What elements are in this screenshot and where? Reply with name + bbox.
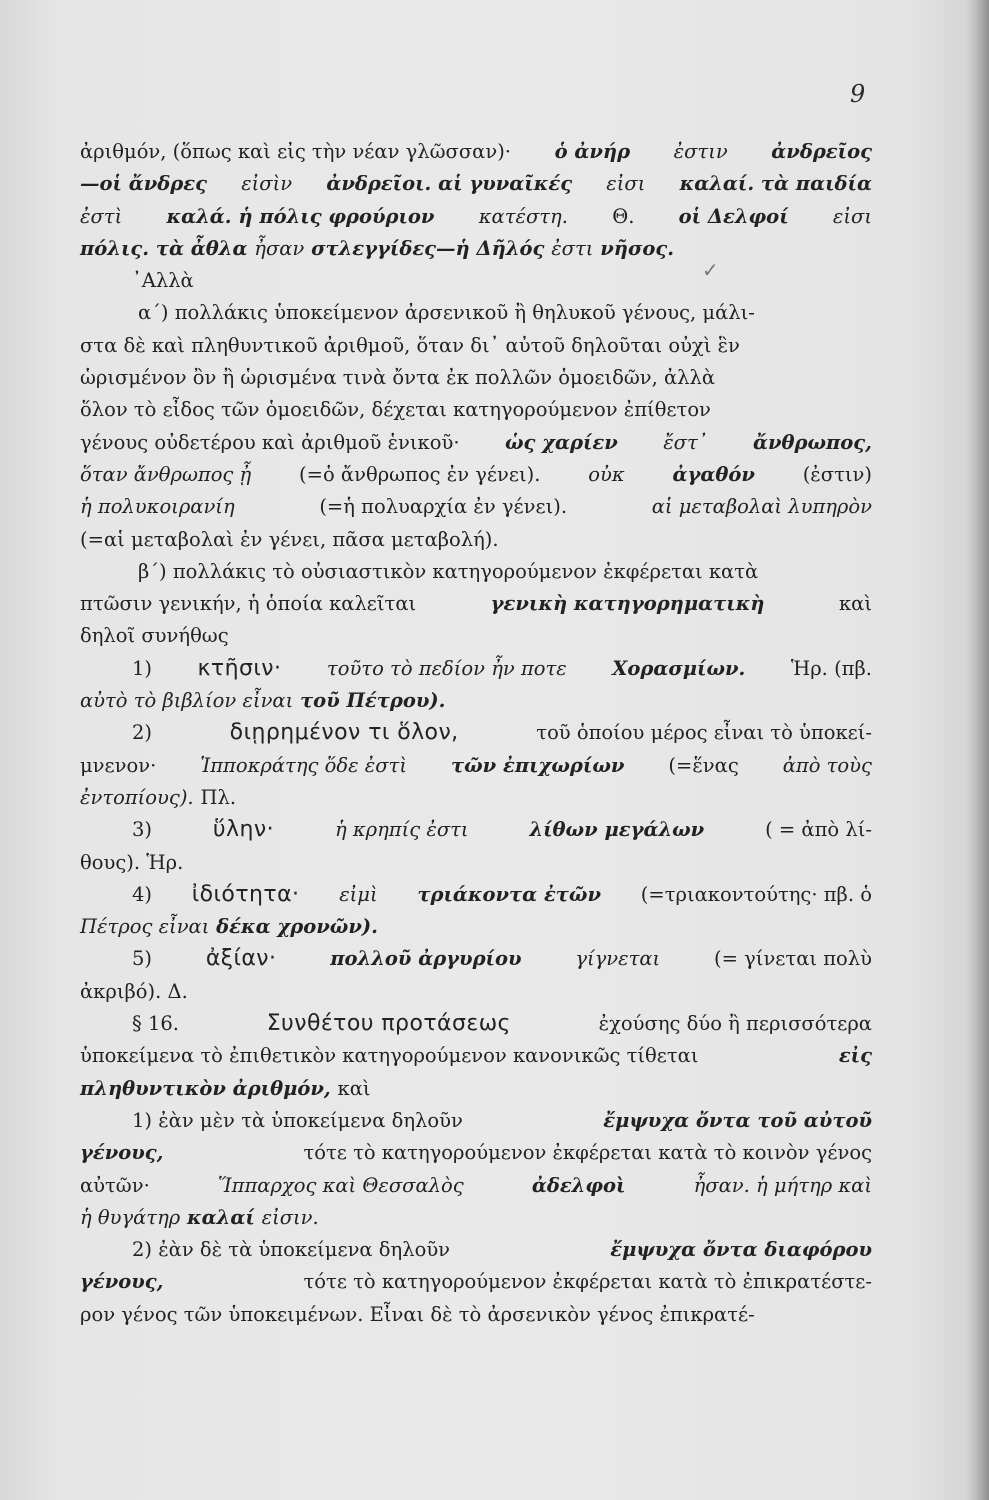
text-line (80, 1266, 872, 1298)
pencil-mark: ✓ (702, 258, 719, 282)
text-span: 2) ἐὰν δὲ τὰ ὑποκείμενα δηλοῦν (132, 1238, 451, 1262)
text-span: (=τριακοντούτης· πβ. ὁ (640, 882, 872, 906)
text-span: ὡς χαρίεν (504, 430, 618, 454)
text-span: § 16. (132, 1012, 179, 1036)
text-span: α΄) πολλάκις ὑποκείμενον ἀρσενικοῦ ἢ θηλυκοῦ γένους, μάλι- (138, 301, 755, 325)
text-span: τοῦ ὁποίου μέρος εἶναι τὸ ὑποκεί- (536, 721, 872, 745)
text-line (80, 911, 872, 943)
text-span: διῃρημένον τι ὅλον, (229, 720, 459, 746)
text-span: ὅλον τὸ εἶδος τῶν ὁμοειδῶν, δέχεται κατηγορούμενον ἐπίθετον (80, 398, 711, 422)
text-span: 2) (132, 721, 153, 745)
text-span: ἀνδρεῖοι. αἱ γυναῖκές (326, 172, 573, 196)
text-span: ὑποκείμενα τὸ ἐπιθετικὸν κατηγορούμενον κανονικῶς τίθεται (80, 1044, 699, 1068)
text-span: ᾿Αλλὰ (132, 269, 194, 293)
text-span: τοῦτο τὸ πεδίον ἦν ποτε (326, 656, 567, 680)
text-line (80, 847, 872, 879)
page-edge (967, 0, 989, 1500)
text-line (80, 1299, 872, 1331)
text-span: 5) (132, 947, 153, 971)
text-span: γένους, (80, 1270, 164, 1294)
text-span: Πλ. (200, 785, 237, 809)
text-span: ὡρισμένον ὂν ἢ ὡρισμένα τινὰ ὄντα ἐκ πολλῶν ὁμοειδῶν, ἀλλὰ (80, 366, 716, 390)
page-number: 9 (850, 80, 866, 108)
text-span: ἔμψυχα ὄντα διαφόρου (610, 1238, 872, 1262)
text-span: εἰμὶ (339, 882, 378, 906)
text-span: πόλις. τὰ ἆθλα (80, 236, 248, 260)
text-span: στλεγγίδες—ἡ Δῆλός (311, 236, 545, 260)
text-span: ἔμψυχα ὄντα τοῦ αὐτοῦ (603, 1108, 872, 1132)
text-span: Ἱπποκράτης ὅδε ἐστὶ (200, 753, 407, 777)
text-line (80, 620, 872, 652)
text-span: λίθων μεγάλων (529, 818, 705, 842)
text-span: —οἱ ἄνδρες (80, 172, 207, 196)
text-line (80, 976, 872, 1008)
body-text (80, 136, 872, 1331)
text-span: ἀνδρεῖος (771, 140, 872, 163)
text-line (80, 1008, 872, 1040)
text-line (80, 265, 872, 297)
text-span: (=αἱ μεταβολαὶ ἐν γένει, πᾶσα μεταβολή). (80, 527, 499, 551)
text-span: κτῆσιν· (197, 655, 282, 681)
text-span: τότε τὸ κατηγορούμενον ἐκφέρεται κατὰ τὸ κοινὸν γένος (303, 1141, 872, 1165)
text-span: γίγνεται (575, 947, 661, 971)
text-span: 3) (132, 818, 153, 842)
text-span: γένους, (80, 1141, 164, 1165)
text-span: ἀπὸ τοὺς (782, 753, 872, 777)
text-span: αἱ μεταβολαὶ λυπηρὸν (651, 495, 872, 519)
text-span: β΄) πολλάκις τὸ οὐσιαστικὸν κατηγορούμενον ἐκφέρεται κατὰ (138, 559, 759, 583)
text-span: θους). Ἡρ. (80, 850, 184, 874)
text-line (80, 330, 872, 362)
text-span: εἰσιν. (261, 1205, 319, 1229)
text-span: (=ἕνας (668, 753, 739, 777)
text-span: καλά. ἡ πόλις φρούριον (166, 204, 435, 228)
text-span: ἀκριβό). Δ. (80, 979, 188, 1003)
text-span: Πέτρος εἶναι (80, 915, 210, 939)
text-span: ὅταν ἄνθρωπος ᾖ (80, 462, 252, 486)
text-line (80, 1137, 872, 1169)
text-span: εἰσι (832, 204, 872, 228)
text-span: αὐτῶν· (80, 1173, 150, 1197)
text-span: ἡ θυγάτηρ (80, 1205, 181, 1229)
text-span: ὕλην· (212, 817, 275, 843)
text-span: οἱ Δελφοί (678, 204, 789, 228)
text-span: ἀριθμόν, (ὅπως καὶ εἰς τὴν νέαν γλῶσσαν)· (80, 140, 511, 163)
text-span: δέκα χρονῶν). (216, 915, 378, 939)
text-span: μνενον· (80, 753, 157, 777)
text-span: ἄνθρωπος, (752, 430, 872, 454)
text-line (80, 814, 872, 846)
text-span: πολλοῦ ἀργυρίου (330, 947, 522, 971)
text-span: αὐτὸ τὸ βιβλίον εἶναι (80, 689, 294, 713)
text-span: καλαί. τὰ παιδία (679, 172, 872, 196)
text-line (80, 1105, 872, 1137)
text-span: ἀδελφοὶ (531, 1173, 626, 1197)
text-span: ἐστὶ (80, 204, 123, 228)
text-line (80, 1234, 872, 1266)
text-span: καλαί (187, 1205, 255, 1229)
text-line (80, 394, 872, 426)
text-line (80, 233, 872, 265)
text-line (80, 168, 872, 200)
text-line (80, 1073, 872, 1105)
text-span: Ἡρ. (πβ. (790, 656, 872, 680)
text-span: ἦσαν (254, 236, 305, 260)
text-line (80, 1202, 872, 1234)
text-span: οὐκ (588, 462, 625, 486)
text-span: Θ. (612, 204, 635, 228)
text-line (80, 556, 872, 588)
text-line (80, 717, 872, 749)
text-span: ἡ πολυκοιρανίη (80, 495, 235, 519)
text-span: ἰδιότητα· (191, 881, 300, 907)
text-line (80, 201, 872, 233)
text-span: ἔστ᾿ (663, 430, 708, 454)
text-span: ρον γένος τῶν ὑποκειμένων. Εἶναι δὲ τὸ ἀρσενικὸν γένος ἐπικρατέ- (80, 1302, 755, 1326)
text-line (80, 943, 872, 975)
text-line (80, 1170, 872, 1202)
text-span: κατέστη. (478, 204, 568, 228)
text-line (80, 362, 872, 394)
text-span: ὁ ἀνήρ (554, 140, 631, 163)
text-span: καὶ (838, 592, 872, 616)
text-line (80, 524, 872, 556)
text-span: γένους οὐδετέρου καὶ ἀριθμοῦ ἑνικοῦ· (80, 430, 460, 454)
text-span: 1) ἐὰν μὲν τὰ ὑποκείμενα δηλοῦν (132, 1108, 463, 1132)
text-span: στα δὲ καὶ πληθυντικοῦ ἀριθμοῦ, ὅταν δι᾿ αὐτοῦ δηλοῦται οὐχὶ ἓν (80, 333, 740, 357)
text-span: ἀξίαν· (205, 946, 277, 972)
text-span: Ἵππαρχος καὶ Θεσσαλὸς (217, 1173, 464, 1197)
text-span: πτῶσιν γενικήν, ἡ ὁποία καλεῖται (80, 592, 417, 616)
text-line (80, 136, 872, 168)
text-span: (=ἡ πολυαρχία ἐν γένει). (319, 495, 568, 519)
text-span: τοῦ Πέτρου). (300, 689, 446, 713)
text-span: τριάκοντα ἐτῶν (417, 882, 602, 906)
text-span: (=ὁ ἄνθρωπος ἐν γένει). (299, 462, 541, 486)
text-line (80, 685, 872, 717)
text-line (80, 653, 872, 685)
text-span: Χορασμίων. (612, 656, 746, 680)
text-span: (ἐστιν) (802, 462, 872, 486)
text-span: ἐστιν (673, 140, 728, 163)
text-line (80, 491, 872, 523)
text-line (80, 427, 872, 459)
text-span: δηλοῖ συνήθως (80, 624, 229, 648)
text-span: ( = ἀπὸ λί- (765, 818, 872, 842)
text-span: Συνθέτου προτάσεως (266, 1011, 511, 1037)
text-span: εἰσι (606, 172, 646, 196)
text-line (80, 588, 872, 620)
text-line (80, 782, 872, 814)
text-span: καὶ (337, 1076, 371, 1100)
text-line (80, 459, 872, 491)
text-span: γενικὴ κατηγορηματικὴ (490, 592, 765, 616)
text-span: ἐντοπίους). (80, 785, 194, 809)
text-span: 1) (132, 656, 153, 680)
text-span: ἡ κρηπίς ἐστι (334, 818, 469, 842)
text-line (80, 297, 872, 329)
text-span: ἀγαθόν (672, 462, 755, 486)
text-line (80, 750, 872, 782)
text-span: εἰσὶν (241, 172, 293, 196)
text-span: πληθυντικὸν ἀριθμόν, (80, 1076, 331, 1100)
text-line (80, 1040, 872, 1072)
text-span: ἦσαν. ἡ μήτηρ καὶ (693, 1173, 872, 1197)
text-span: (= γίνεται πολὺ (714, 947, 872, 971)
text-span: νῆσος. (600, 236, 674, 260)
text-span: ἐστι (551, 236, 594, 260)
text-span: εἰς (838, 1044, 872, 1068)
text-span: 4) (132, 882, 153, 906)
text-span: ἐχούσης δύο ἢ περισσότερα (598, 1012, 872, 1036)
text-line (80, 879, 872, 911)
text-span: τότε τὸ κατηγορούμενον ἐκφέρεται κατὰ τὸ ἐπικρατέστε- (303, 1270, 872, 1294)
text-span: τῶν ἐπιχωρίων (450, 753, 625, 777)
